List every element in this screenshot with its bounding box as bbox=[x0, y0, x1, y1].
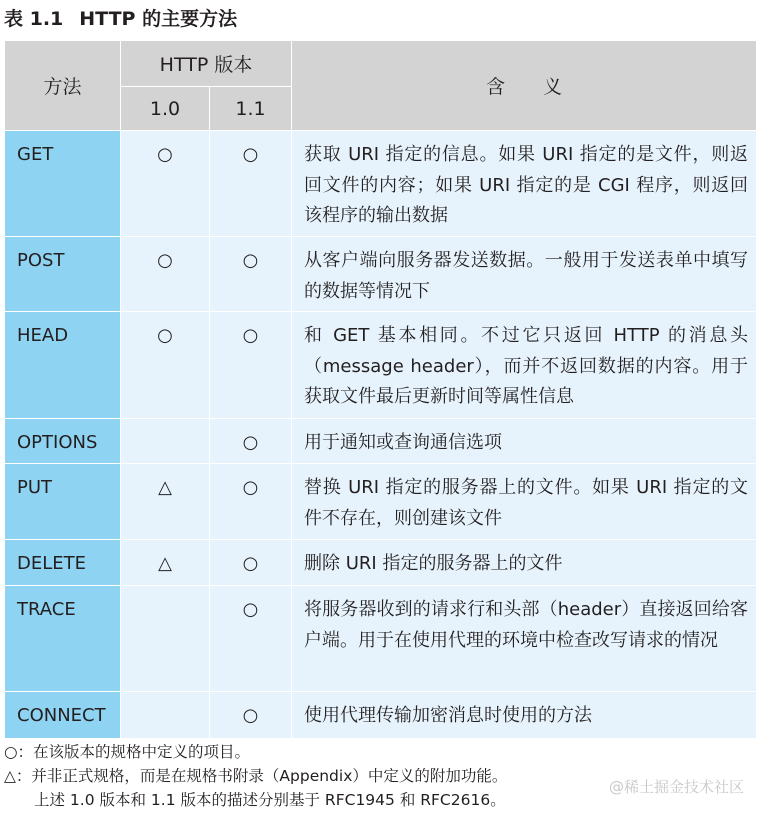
method-name: CONNECT bbox=[5, 692, 121, 739]
note-triangle: △：并非正式规格，而是在规格书附录（Appendix）中定义的附加功能。 bbox=[4, 767, 508, 785]
method-description: 用于通知或查询通信选项 bbox=[292, 419, 757, 464]
method-description: 从客户端向服务器发送数据。一般用于发送表单中填写的数据等情况下 bbox=[292, 237, 757, 312]
version-1-0-mark bbox=[121, 419, 210, 464]
method-description: 将服务器收到的请求行和头部（header）直接返回给客户端。用于在使用代理的环境中检查改写请求的情况 bbox=[292, 586, 757, 692]
note-basis: 上述 1.0 版本和 1.1 版本的描述分别基于 RFC1945 和 RFC2616。 bbox=[34, 791, 506, 809]
version-1-0-mark: ○ bbox=[121, 312, 210, 419]
watermark: @稀土掘金技术社区 bbox=[608, 778, 744, 796]
method-description: 获取 URI 指定的信息。如果 URI 指定的是文件，则返回文件的内容；如果 URI 指定的是 CGI 程序，则返回该程序的输出数据 bbox=[292, 131, 757, 237]
table-row bbox=[5, 312, 757, 419]
version-1-0-mark bbox=[121, 692, 210, 739]
method-description: 使用代理传输加密消息时使用的方法 bbox=[292, 692, 757, 739]
method-name: OPTIONS bbox=[5, 419, 121, 464]
table-row bbox=[5, 540, 757, 586]
version-1-1-mark: ○ bbox=[210, 586, 292, 692]
method-name: GET bbox=[5, 131, 121, 237]
version-1-1-mark: ○ bbox=[210, 464, 292, 540]
header-meaning: 含义 bbox=[292, 41, 757, 131]
version-1-1-mark: ○ bbox=[210, 540, 292, 586]
caption-title: HTTP 的主要方法 bbox=[79, 8, 238, 30]
method-name: DELETE bbox=[5, 540, 121, 586]
table-row bbox=[5, 464, 757, 540]
method-description: 替换 URI 指定的服务器上的文件。如果 URI 指定的文件不存在，则创建该文件 bbox=[292, 464, 757, 540]
method-name: PUT bbox=[5, 464, 121, 540]
version-1-1-mark: ○ bbox=[210, 131, 292, 237]
version-1-0-mark: ○ bbox=[121, 131, 210, 237]
table-row bbox=[5, 586, 757, 692]
version-1-0-mark: ○ bbox=[121, 237, 210, 312]
header-version-1-0: 1.0 bbox=[121, 87, 210, 131]
table-row bbox=[5, 131, 757, 237]
version-1-0-mark: △ bbox=[121, 464, 210, 540]
header-method: 方法 bbox=[5, 41, 121, 131]
header-version-1-1: 1.1 bbox=[210, 87, 292, 131]
version-1-1-mark: ○ bbox=[210, 312, 292, 419]
version-1-0-mark: △ bbox=[121, 540, 210, 586]
method-description: 删除 URI 指定的服务器上的文件 bbox=[292, 540, 757, 586]
header-version-group: HTTP 版本 bbox=[121, 41, 292, 87]
http-methods-table bbox=[4, 40, 757, 739]
table-row bbox=[5, 692, 757, 739]
caption-number: 表 1.1 bbox=[4, 8, 64, 30]
version-1-1-mark: ○ bbox=[210, 419, 292, 464]
version-1-1-mark: ○ bbox=[210, 237, 292, 312]
version-1-0-mark bbox=[121, 586, 210, 692]
method-name: TRACE bbox=[5, 586, 121, 692]
method-description: 和 GET 基本相同。不过它只返回 HTTP 的消息头（message header），而并不返回数据的内容。用于获取文件最后更新时间等属性信息 bbox=[292, 312, 757, 419]
table-row bbox=[5, 237, 757, 312]
table-row bbox=[5, 419, 757, 464]
note-circle: ○：在该版本的规格中定义的项目。 bbox=[4, 743, 251, 761]
table-caption bbox=[4, 4, 237, 34]
method-name: HEAD bbox=[5, 312, 121, 419]
method-name: POST bbox=[5, 237, 121, 312]
version-1-1-mark: ○ bbox=[210, 692, 292, 739]
